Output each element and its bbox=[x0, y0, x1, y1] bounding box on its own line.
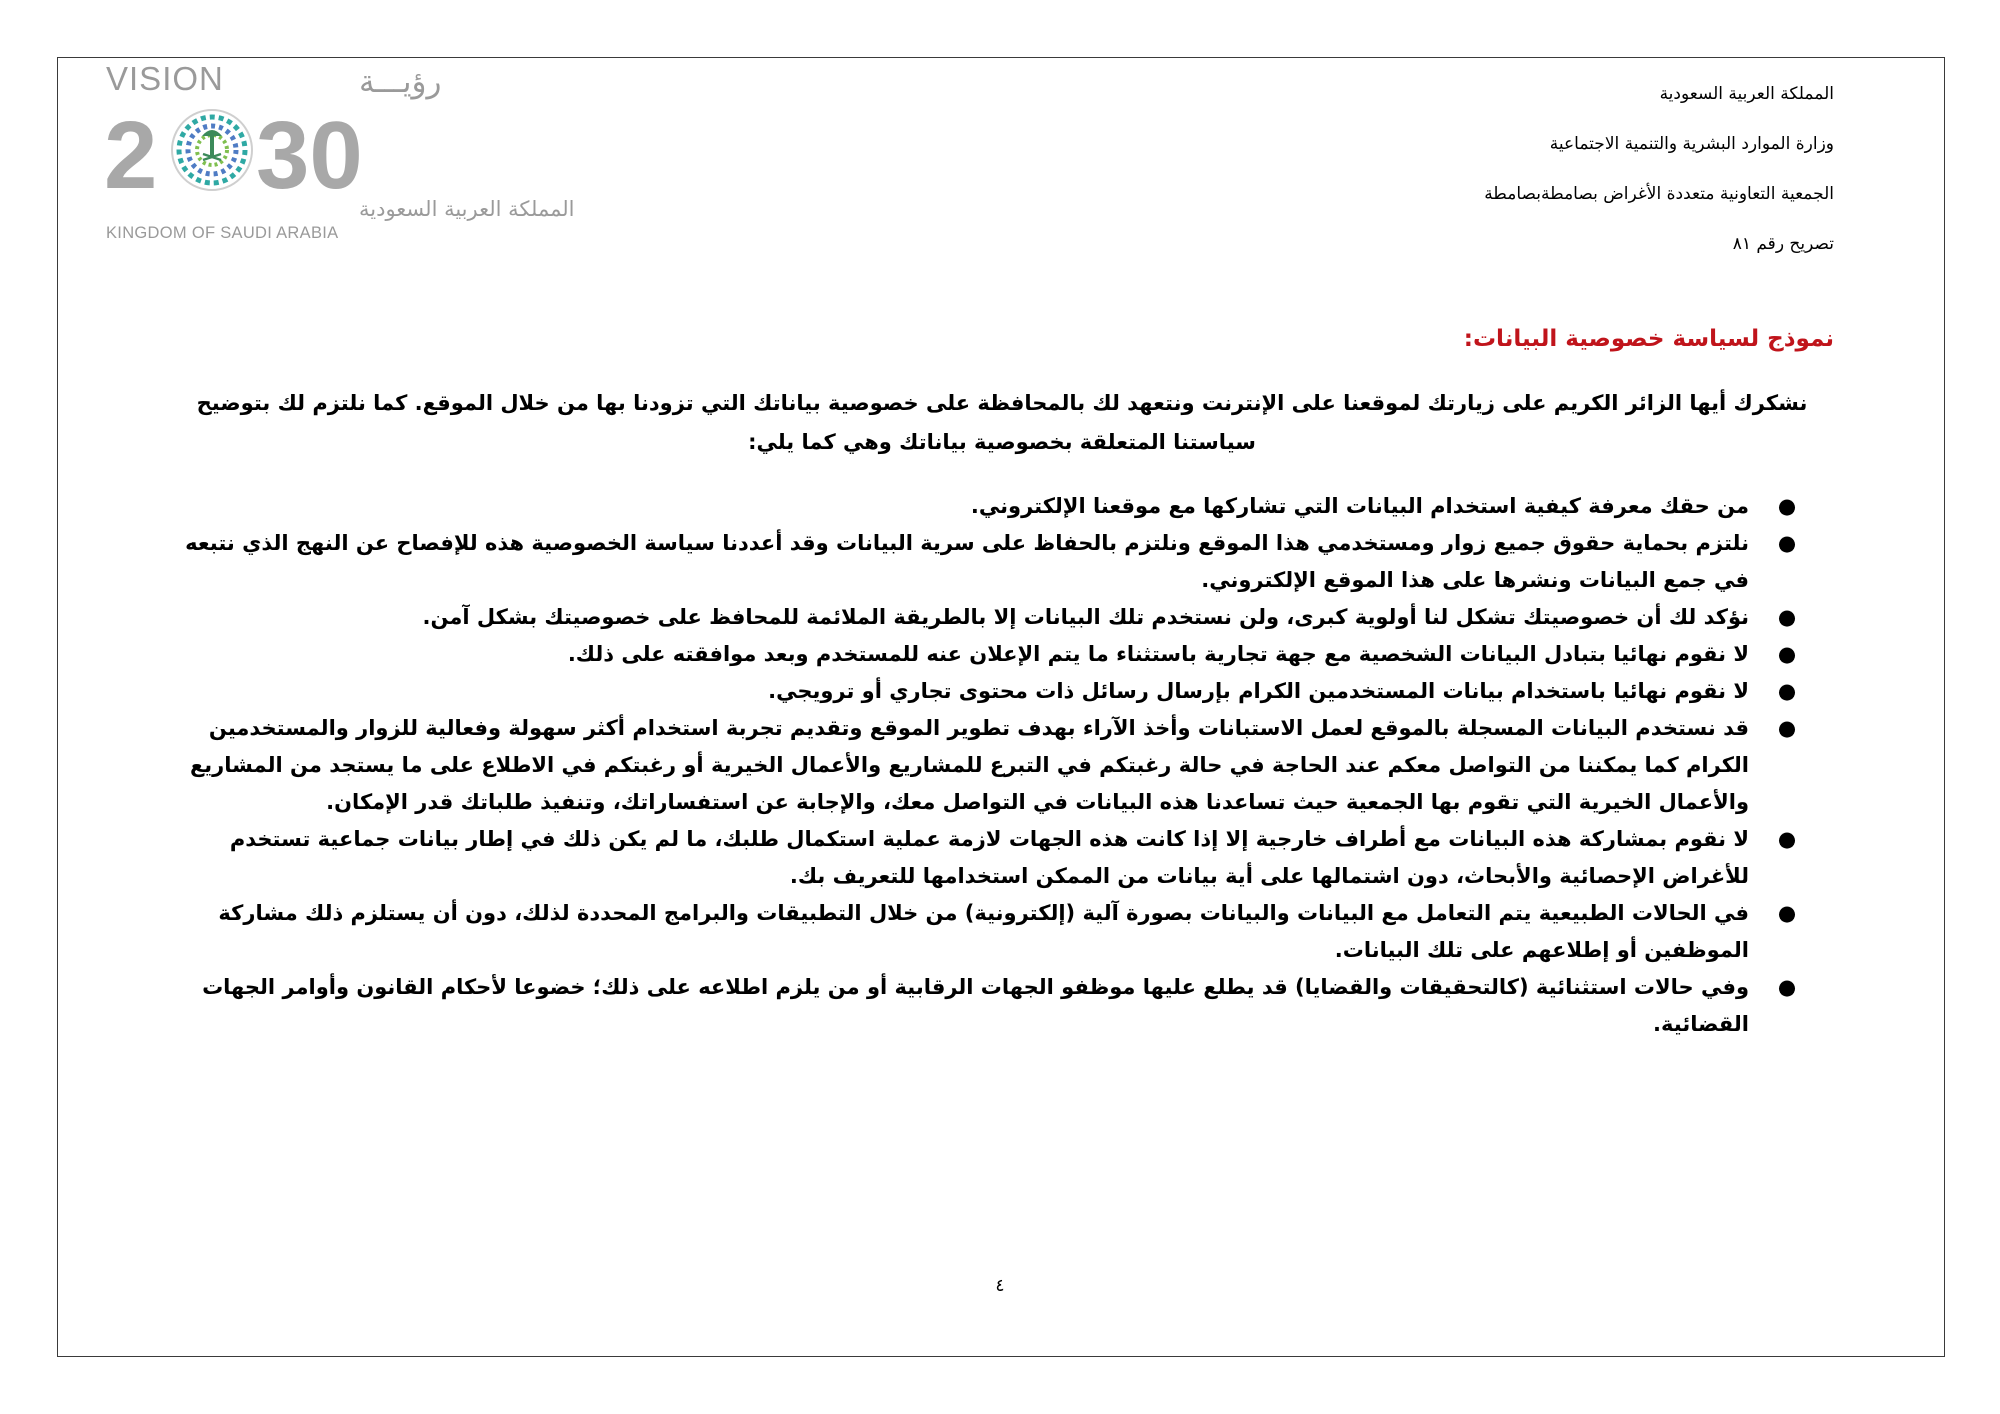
bullet-icon: ● bbox=[1777, 531, 1797, 555]
list-item bbox=[185, 599, 1825, 636]
list-item bbox=[185, 710, 1825, 821]
logo-star-emblem bbox=[172, 110, 252, 190]
vision-2030-emblem bbox=[104, 60, 575, 242]
document-title: نموذج لسياسة خصوصية البيانات: bbox=[1463, 326, 1834, 352]
list-item bbox=[185, 673, 1825, 710]
page-number: ٤ bbox=[995, 1276, 1005, 1296]
bullet-icon: ● bbox=[1777, 605, 1797, 629]
list-item-text: نؤكد لك أن خصوصيتك تشكل لنا أولوية كبرى، ولن نستخدم تلك البيانات إلا بالطريقة الملائمة للمحافظ على خصوصيتك بشكل آمن. bbox=[422, 605, 1749, 629]
list-item-text: لا نقوم بمشاركة هذه البيانات مع أطراف خارجية إلا إذا كانت هذه الجهات لازمة عملية استكمال طلبك، ما لم يكن ذلك في إطار بيانات جماعية تستخدم للأغراض الإحصائية والأبحاث، دون اشتمالها على أية بيانات من الممكن استخدامها للتعريف بك. bbox=[229, 827, 1749, 888]
bullet-icon: ● bbox=[1777, 827, 1797, 851]
bullet-icon: ● bbox=[1777, 975, 1797, 999]
list-item-text: نلتزم بحماية حقوق جميع زوار ومستخدمي هذا الموقع ونلتزم بالحفاظ على سرية البيانات وقد أعددنا سياسة الخصوصية هذه للإفصاح عن النهج الذي نتبعه في جمع البيانات ونشرها على هذا الموقع الإلكتروني. bbox=[185, 531, 1749, 592]
list-item-text: قد نستخدم البيانات المسجلة بالموقع لعمل الاستبانات وأخذ الآراء بهدف تطوير الموقع وتقديم تجربة استخدام أكثر سهولة وفعالية للزوار والمستخدمين الكرام كما يمكننا من التواصل معكم عند الحاجة في حالة رغبتكم في التبرع للمشاريع والأعمال الخيرية أو رغبتكم في الاطلاع على ما يستجد من المشاريع والأعمال الخيرية التي تقوم بها الجمعية حيث تساعدنا هذه البيانات في التواصل معك، والإجابة عن استفساراتك، وتنفيذ طلباتك قدر الإمكان. bbox=[189, 716, 1749, 814]
logo-vision-latin: VISION bbox=[106, 60, 224, 97]
list-item-text: لا نقوم نهائيا باستخدام بيانات المستخدمين الكرام بإرسال رسائل ذات محتوى تجاري أو ترويجي. bbox=[768, 679, 1749, 703]
list-item bbox=[185, 525, 1825, 599]
logo-kingdom-arabic: المملكة العربية السعودية bbox=[359, 197, 575, 221]
intro-paragraph: نشكرك أيها الزائر الكريم على زيارتك لموقعنا على الإنترنت ونتعهد لك بالمحافظة على خصوصية بياناتك التي تزودنا بها من خلال الموقع. كما نلتزم لك بتوضيح سياستنا المتعلقة بخصوصية بياناتك وهي كما يلي: bbox=[196, 391, 1808, 454]
bullet-icon: ● bbox=[1777, 642, 1797, 666]
list-item-text: من حقك معرفة كيفية استخدام البيانات التي تشاركها مع موقعنا الإلكتروني. bbox=[970, 494, 1749, 518]
list-item bbox=[185, 969, 1825, 1043]
logo-vision-arabic: رؤيـــة bbox=[359, 64, 442, 100]
bullet-icon: ● bbox=[1777, 494, 1797, 518]
header-country: المملكة العربية السعودية bbox=[1659, 84, 1834, 104]
list-item-text: في الحالات الطبيعية يتم التعامل مع البيانات والبيانات بصورة آلية (إلكترونية) من خلال التطبيقات والبرامج المحددة لذلك، دون أن يستلزم ذلك مشاركة الموظفين أو إطلاعهم على تلك البيانات. bbox=[218, 901, 1749, 962]
list-item bbox=[185, 488, 1825, 525]
policy-list bbox=[185, 488, 1825, 1043]
header-ministry: وزارة الموارد البشرية والتنمية الاجتماعية bbox=[1549, 134, 1834, 154]
logo-kingdom-latin: KINGDOM OF SAUDI ARABIA bbox=[106, 224, 339, 242]
logo-year-2: 2 bbox=[104, 102, 158, 209]
list-item-text: وفي حالات استثنائية (كالتحقيقات والقضايا) قد يطلع عليها موظفو الجهات الرقابية أو من يلزم اطلاعه على ذلك؛ خضوعا لأحكام القانون وأوامر الجهات القضائية. bbox=[202, 975, 1749, 1036]
list-item bbox=[185, 895, 1825, 969]
vision-2030-logo bbox=[104, 60, 575, 242]
bullet-icon: ● bbox=[1777, 679, 1797, 703]
logo-year-30: 30 bbox=[256, 102, 363, 209]
header-license: تصريح رقم ٨١ bbox=[1732, 234, 1834, 254]
list-item bbox=[185, 821, 1825, 895]
list-item bbox=[185, 636, 1825, 673]
bullet-icon: ● bbox=[1777, 901, 1797, 925]
list-item-text: لا نقوم نهائيا بتبادل البيانات الشخصية مع جهة تجارية باستثناء ما يتم الإعلان عنه للمستخدم وبعد موافقته على ذلك. bbox=[567, 642, 1749, 666]
document-header bbox=[1134, 83, 1834, 283]
bullet-icon: ● bbox=[1777, 716, 1797, 740]
header-association: الجمعية التعاونية متعددة الأغراض بصامطةبصامطة bbox=[1484, 184, 1834, 204]
